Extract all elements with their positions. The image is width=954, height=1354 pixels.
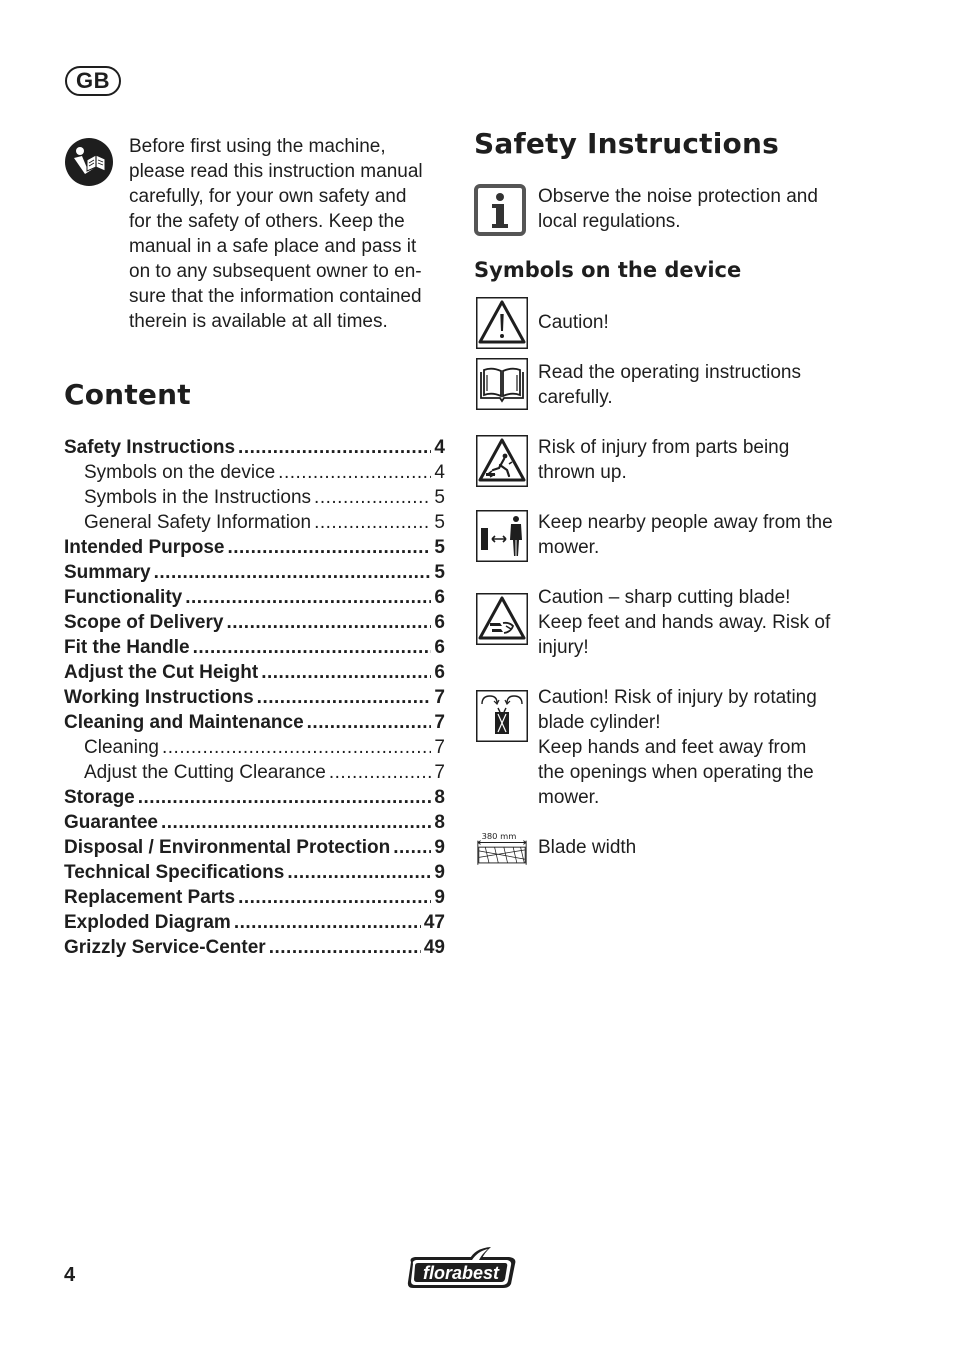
toc-entry: [64, 685, 445, 710]
toc-entry: [64, 710, 445, 735]
toc-entry: [64, 435, 445, 460]
toc-entry: [64, 635, 445, 660]
toc-leader-dots: [257, 685, 432, 710]
open-book-icon: [476, 358, 528, 410]
noise-protection-text: Observe the noise protection and local regulations.: [538, 186, 818, 232]
toc-entry-label: Storage: [64, 787, 135, 808]
toc-leader-dots: [278, 460, 431, 485]
toc-entry: [64, 760, 445, 785]
toc-entry: [64, 660, 445, 685]
toc-entry-label: Replacement Parts: [64, 887, 236, 908]
toc-entry-page: 6: [434, 612, 445, 633]
toc-entry-page: 5: [434, 562, 445, 583]
toc-leader-dots: [287, 860, 431, 885]
symbol-text-sharp-blade: Caution – sharp cutting blade! Keep feet and hands away. Risk of injury!: [538, 587, 831, 658]
toc-entry: [64, 510, 445, 535]
intro-text: Before first using the machine, please read this instruction manual carefully, for your own safety and for the safety of others. Keep the manual in a safe place and pass it on to any subsequent owner to en- sure that the information contained therein is available at all times.: [129, 136, 423, 332]
toc-entry: [64, 835, 445, 860]
florabest-logo: [405, 1246, 519, 1290]
toc-leader-dots: [314, 485, 431, 510]
toc-entry-page: 6: [434, 587, 445, 608]
read-manual-icon: [65, 138, 113, 186]
page-number: 4: [64, 1264, 76, 1286]
toc-entry-page: 47: [423, 912, 445, 933]
toc-entry-label: Symbols on the device: [84, 462, 276, 483]
toc-leader-dots: [269, 935, 421, 960]
toc-entry-page: 4: [434, 462, 445, 483]
toc-entry-label: Fit the Handle: [64, 637, 190, 658]
toc-leader-dots: [138, 785, 432, 810]
toc-entry-page: 6: [434, 662, 445, 683]
toc-entry-page: 7: [434, 687, 445, 708]
toc-leader-dots: [238, 435, 431, 460]
toc-entry-page: 6: [434, 637, 445, 658]
toc-entry: [64, 585, 445, 610]
toc-leader-dots: [226, 610, 431, 635]
toc-entry: [64, 860, 445, 885]
toc-entry: [64, 485, 445, 510]
toc-leader-dots: [329, 760, 432, 785]
toc-entry-label: Adjust the Cutting Clearance: [84, 762, 326, 783]
toc-entry-label: Intended Purpose: [64, 537, 225, 558]
toc-leader-dots: [234, 910, 421, 935]
toc-entry-page: 7: [434, 762, 445, 783]
toc-entry-page: 49: [423, 937, 445, 958]
toc-entry: [64, 810, 445, 835]
toc-leader-dots: [227, 535, 431, 560]
toc-entry-label: Guarantee: [64, 812, 158, 833]
symbol-text-read-instructions: Read the operating instructions carefully.: [538, 362, 801, 408]
table-of-contents: [64, 435, 445, 960]
blade-width-icon: [476, 828, 528, 870]
toc-entry-label: Scope of Delivery: [64, 612, 224, 633]
toc-leader-dots: [185, 585, 431, 610]
language-badge: GB: [65, 66, 121, 96]
symbol-text-keep-people-away: Keep nearby people away from the mower.: [538, 512, 833, 558]
toc-leader-dots: [314, 510, 431, 535]
safety-heading: Safety Instructions: [474, 127, 779, 160]
symbol-text-blade-width: Blade width: [538, 837, 637, 858]
toc-leader-dots: [193, 635, 432, 660]
toc-entry-page: 8: [434, 812, 445, 833]
blade-width-icon-label: 380 mm: [481, 830, 517, 841]
toc-entry: [64, 735, 445, 760]
symbol-text-rotating-cylinder: Caution! Risk of injury by rotating blade cylinder! Keep hands and feet away from the openings when operating the mower.: [538, 687, 817, 808]
toc-leader-dots: [161, 810, 431, 835]
toc-entry-label: Cleaning: [84, 737, 159, 758]
toc-leader-dots: [393, 835, 431, 860]
symbol-text-thrown-parts: Risk of injury from parts being thrown up.: [538, 437, 790, 483]
toc-entry: [64, 785, 445, 810]
toc-entry-label: Safety Instructions: [64, 437, 236, 458]
toc-entry-page: 9: [434, 862, 445, 883]
toc-entry-page: 4: [434, 437, 445, 458]
toc-entry: [64, 560, 445, 585]
toc-entry-page: 5: [434, 512, 445, 533]
toc-entry-label: Cleaning and Maintenance: [64, 712, 304, 733]
toc-entry-page: 5: [434, 537, 445, 558]
toc-leader-dots: [154, 560, 432, 585]
toc-entry-label: Summary: [64, 562, 151, 583]
toc-entry-label: Grizzly Service-Center: [64, 937, 266, 958]
toc-entry-page: 7: [434, 712, 445, 733]
toc-entry: [64, 460, 445, 485]
toc-entry-label: Working Instructions: [64, 687, 254, 708]
sharp-blade-warning-icon: [476, 593, 528, 645]
toc-entry-label: Disposal / Environmental Protection: [64, 837, 391, 858]
toc-entry: [64, 885, 445, 910]
thrown-parts-warning-icon: [476, 435, 528, 487]
symbol-text-caution: Caution!: [538, 312, 609, 333]
symbols-subheading: Symbols on the device: [474, 258, 742, 282]
keep-people-away-icon: [476, 510, 528, 562]
content-heading: Content: [64, 378, 191, 411]
svg-text:florabest: florabest: [422, 1263, 500, 1283]
toc-entry-label: Technical Specifications: [64, 862, 285, 883]
toc-entry: [64, 935, 445, 960]
toc-entry-label: Adjust the Cut Height: [64, 662, 259, 683]
toc-leader-dots: [261, 660, 431, 685]
toc-entry-page: 9: [434, 887, 445, 908]
toc-entry-label: Exploded Diagram: [64, 912, 231, 933]
toc-entry: [64, 910, 445, 935]
toc-entry-label: Symbols in the Instructions: [84, 487, 312, 508]
toc-entry: [64, 535, 445, 560]
caution-triangle-icon: [476, 297, 528, 349]
toc-leader-dots: [238, 885, 431, 910]
toc-entry-label: Functionality: [64, 587, 183, 608]
toc-leader-dots: [307, 710, 432, 735]
toc-entry: [64, 610, 445, 635]
toc-leader-dots: [162, 735, 431, 760]
info-icon: [474, 184, 526, 236]
toc-entry-page: 8: [434, 787, 445, 808]
toc-entry-page: 5: [434, 487, 445, 508]
toc-entry-page: 7: [434, 737, 445, 758]
toc-entry-page: 9: [434, 837, 445, 858]
toc-entry-label: General Safety Information: [84, 512, 312, 533]
rotating-cylinder-icon: [476, 690, 528, 742]
